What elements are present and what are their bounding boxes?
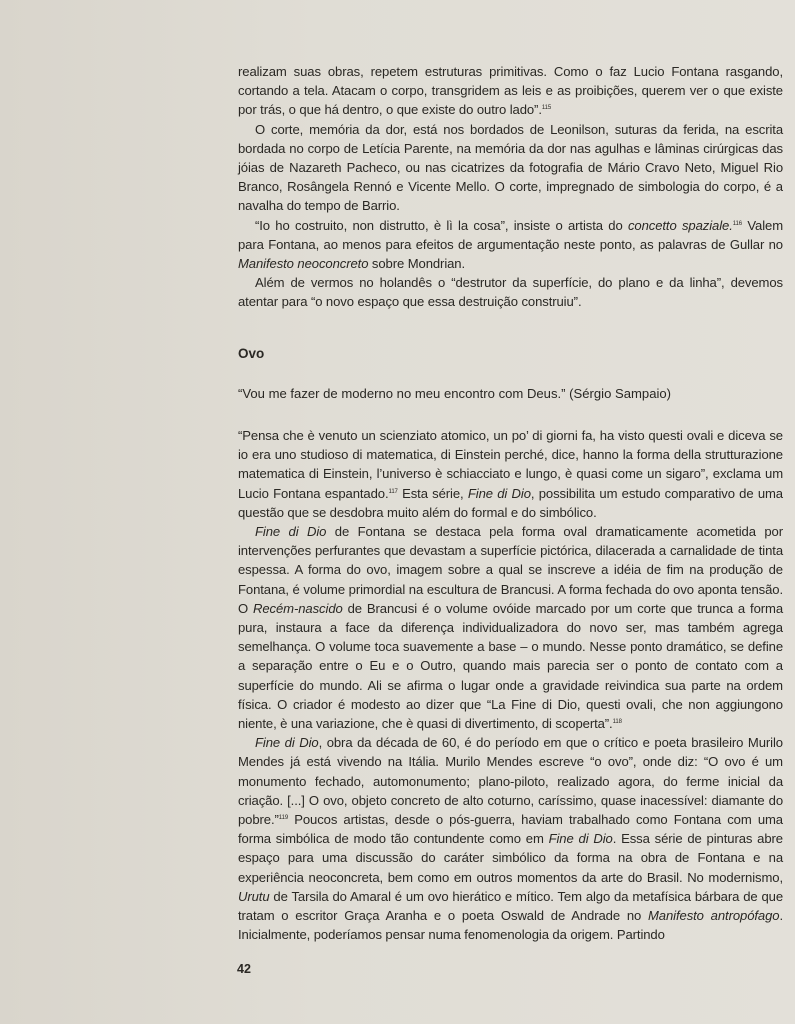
italic-title: Fine di Dio (548, 831, 613, 847)
paragraph-text: Esta série, (397, 485, 468, 501)
paragraph-corte-memoria (238, 120, 783, 216)
section-heading: Ovo (238, 346, 265, 361)
epigraph: “Vou me fazer de moderno no meu encontro com Deus.” (Sérgio Sampaio) (238, 386, 672, 401)
italic-title: Urutu (238, 888, 270, 904)
paragraph-fontana-cut (238, 62, 783, 120)
footnote-ref-115: 115 (541, 105, 552, 112)
footnote-ref-118: 118 (612, 719, 622, 726)
paragraph-text: Além de vermos no holandês o “destrutor da superfície, do plano e da linha”, devemos atentar para “o novo espaço que essa destruição construiu”. (238, 275, 783, 310)
paragraph-text: “Io ho costruito, non distrutto, è lì la cosa”, insiste o artista do (255, 217, 628, 233)
paragraph-text: sobre Mondrian. (368, 256, 466, 272)
paragraph-text: O corte, memória da dor, está nos bordados de Leonilson, suturas da ferida, na escrita bordada no corpo de Letícia Parente, na memória da dor nas agulhas e lâminas cirúrgicas das jóias de Nazareth Pacheco, ou nas cicatrizes da fotografia de Mário Cravo Neto, Miguel Rio Branco, Rosângela Rennó e Vicente Mello. O corte, impregnado de simbologia do corpo, é a navalha do tempo de Barrio. (238, 121, 783, 214)
italic-term: concetto spaziale. (627, 217, 733, 233)
paragraph-concetto-spaziale (238, 216, 783, 274)
italic-title: Fine di Dio (255, 524, 327, 540)
paragraph-text: , possibilita um estudo comparativo de uma questão que se desdobra muito além do formal e do simbólico. (238, 485, 783, 520)
paragraph-text: de Fontana se destaca pela forma oval dramaticamente acometida por intervenções perfurantes que devastam a superfície pictórica, dilacerada a carnalidade de tinta espessa. A forma do ovo, imagem sobre a qual se inscreve a idéia de fim na produção de Fontana, é volume primordial na escultura de Brancusi. A forma fechada do ovo aponta tensão. O (238, 524, 783, 616)
paragraph-text: . Inicialmente, poderíamos pensar numa fenomenologia da origem. Partindo (238, 908, 784, 943)
footnote-ref-116: 116 (732, 220, 743, 227)
paragraph-fine-di-dio-oval (238, 522, 783, 733)
paragraph-text: . Essa série de pinturas abre espaço para uma discussão do caráter simbólico da forma na obra de Fontana e na experiência neoconcreta, bem como em outros momentos da arte do Brasil. No modernismo, (238, 831, 783, 885)
paragraph-text: de Tarsila do Amaral é um ovo hierático e mítico. Tem algo da metafísica bárbara de que tratam o escritor Graça Aranha e o poeta Oswald de Andrade no (238, 888, 783, 924)
paragraph-text: de Brancusi é o volume ovóide marcado por um corte que trunca a forma pura, instaura a face da diferença individualizadora do novo ser, mas também agrega semelhança. O volume toca suavemente a base – o mundo. Nesse ponto dramático, se define a separação entre o Eu e o Outro, quando mais parecia ser o ponto de contato com a superfície do mundo. Ali se afirma o lugar onde a gravidade reivindica sua parte na ordem física. O criador é modesto ao dizer que “La Fine di Dio, questi ovali, che non aggiungono niente, è una variazione, che è quasi di divertimento, di scoperta”. (238, 600, 784, 732)
footnote-ref-117: 117 (388, 488, 398, 495)
paragraph-scienziato-quote (238, 426, 783, 522)
page-number: 42 (237, 962, 251, 976)
paragraph-text: realizam suas obras, repetem estruturas primitivas. Como o faz Lucio Fontana rasgando, cortando a tela. Atacam o corpo, transgridem as leis e as proibições, querem ver o que existe por trás, o que há dentro, o que existe do outro lado”. (238, 64, 783, 118)
paragraph-destrutor (238, 273, 783, 311)
paragraph-text: Poucos artistas, desde o pós-guerra, haviam trabalhado como Fontana com uma forma simbólica de modo tão contundente como em (238, 812, 783, 847)
italic-title: Recém-nascido (253, 600, 343, 616)
italic-title: Fine di Dio (255, 735, 319, 751)
paragraph-text: Valem para Fontana, ao menos para efeitos de argumentação neste ponto, as palavras de Gullar no (238, 217, 783, 252)
paragraph-murilo-mendes (238, 733, 783, 944)
italic-title: Manifesto antropófago (648, 908, 780, 924)
paragraph-text: “Pensa che è venuto un scienziato atomico, un po’ di giorni fa, ha visto questi ovali e diceva se io era uno studioso di matematica, di Einstein perché, dice, hanno la forma della strutturazione matematica di Einstein, l’universo è schiacciato e lungo, è quasi come un sigaro”, exclama um Lucio Fontana espantado. (238, 428, 783, 501)
body-text-block (238, 426, 783, 944)
italic-title: Manifesto neoconcreto (238, 256, 369, 272)
paragraph-text: , obra da década de 60, é do período em que o crítico e poeta brasileiro Murilo Mendes já está vivendo na Itália. Murilo Mendes escreve “o ovo”, onde diz: “O ovo é um monumento fechado, automonumento; plano-piloto, realizado agora, do ferme inicial da criação. [...] O ovo, objeto concreto de alto coturno, caríssimo, quase inacessível: diamante do pobre.” (238, 735, 783, 828)
italic-title: Fine di Dio (467, 485, 531, 501)
footnote-ref-119: 119 (278, 815, 289, 822)
top-text-block (238, 62, 783, 312)
